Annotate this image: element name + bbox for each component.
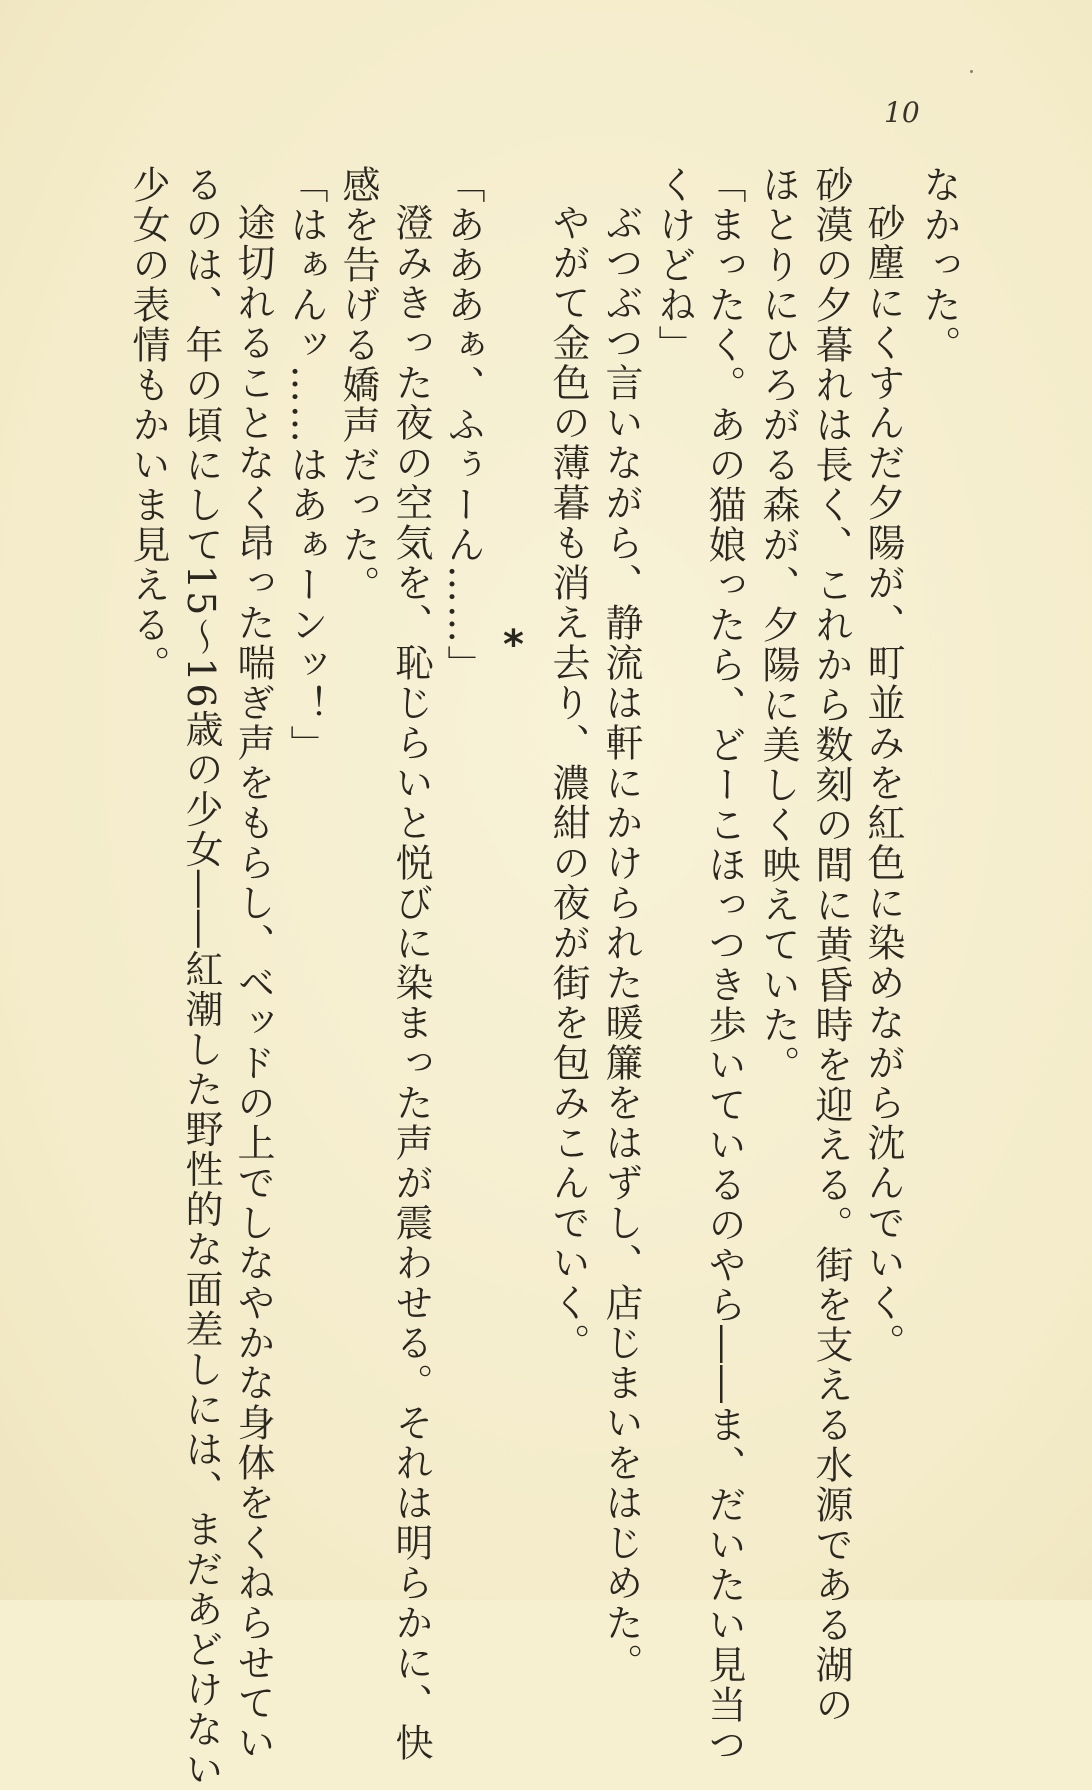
text-column-11: 感を告げる嬌声だった。	[336, 165, 380, 605]
scene-break-asterisk: *	[503, 622, 524, 668]
page-number: 10	[884, 96, 920, 129]
text-column-13: 途切れることなく昂った喘ぎ声をもらし、ベッドの上でしなやかな身体をくねらせてい	[231, 203, 275, 1763]
text-column-2: 砂塵にくすんだ夕陽が、町並みを紅色に染めながら沈んでいく。	[861, 203, 905, 1363]
text-column-6: くけどね」	[652, 165, 696, 365]
text-column-3: 砂漠の夕暮れは長く、これから数刻の間に黄昏時を迎える。街を支える水源である湖の	[809, 165, 853, 1725]
text-column-10: 澄みきった夜の空気を、恥じらいと悦びに染まった声が震わせる。それは明らかに、快	[389, 203, 433, 1763]
text-column-5: 「まったく。あの猫娘ったら、どーこほっつき歩いているのやら――ま、だいたい見当つ	[702, 165, 746, 1765]
text-column-4: ほとりにひろがる森が、夕陽に美しく映えていた。	[756, 165, 800, 1085]
paper-speck	[970, 70, 973, 73]
text-column-8: やがて金色の薄暮も消え去り、濃紺の夜が街を包みこんでいく。	[546, 203, 590, 1363]
text-column-12: 「はぁんッ……はあぁーンッ！」	[284, 165, 328, 765]
text-column-15: 少女の表情もかいま見える。	[126, 165, 170, 685]
text-column-9: 「あああぁ、ふぅーん……」	[441, 165, 485, 685]
text-column-14: るのは、年の頃にして15～16歳の少女――紅潮した野性的な面差しには、まだあどけない	[179, 165, 223, 1790]
text-column-1: なかった。	[917, 165, 961, 365]
text-column-7: ぶつぶつ言いながら、静流は軒にかけられた暖簾をはずし、店じまいをはじめた。	[599, 203, 643, 1683]
